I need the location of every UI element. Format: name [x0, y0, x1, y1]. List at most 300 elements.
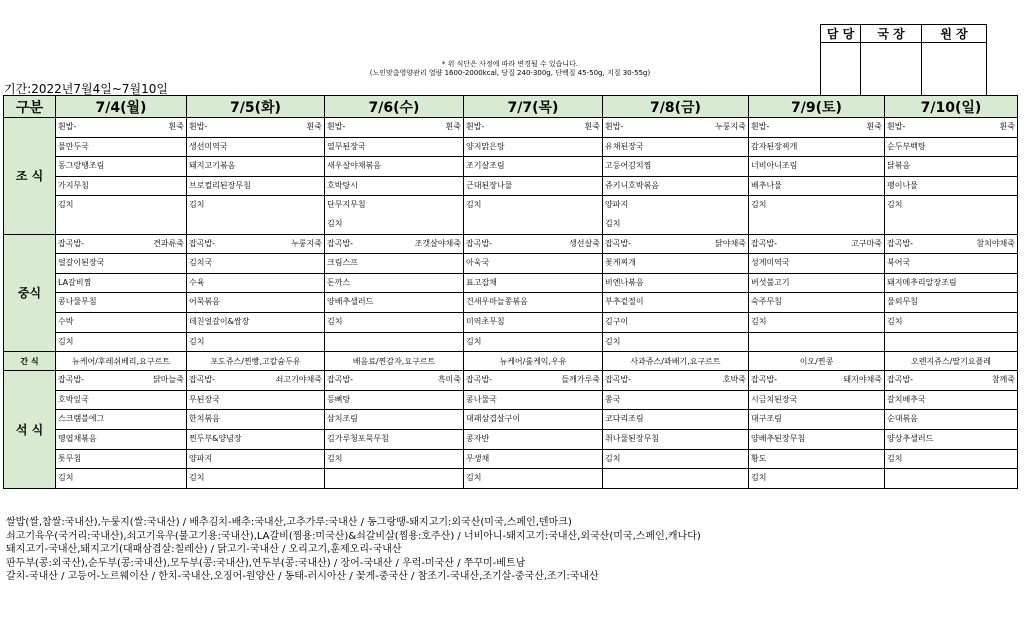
menu-item-name: 양파지 [605, 200, 629, 210]
menu-item [603, 410, 748, 430]
menu-item [187, 254, 324, 274]
snack-cell: 배음료/찐감자,요구르트 [325, 352, 464, 371]
menu-item [603, 215, 748, 234]
menu-item-name: 취나물된장무침 [605, 433, 660, 443]
menu-item [325, 313, 463, 333]
menu-item-name: 양배추된장무침 [751, 433, 806, 443]
menu-item [325, 293, 463, 313]
day-menu-cell [56, 234, 187, 352]
menu-item-name: 단무지무침 [327, 200, 366, 210]
menu-item [885, 157, 1017, 177]
menu-item-name: 김가루청포묵무침 [327, 433, 389, 443]
menu-item [749, 177, 884, 197]
approval-signature-head [922, 43, 987, 99]
day-menu-cell [464, 234, 603, 352]
menu-item [325, 391, 463, 411]
menu-item [325, 274, 463, 294]
empty-line [885, 333, 1017, 352]
menu-item-name: 한치볶음 [189, 414, 220, 424]
menu-item [325, 215, 463, 234]
menu-item [749, 196, 884, 215]
menu-item-name: 흰밥- [327, 122, 346, 131]
menu-item [325, 450, 463, 470]
menu-item-name: 어묵볶음 [189, 297, 220, 307]
menu-item-name: 김치 [58, 200, 74, 210]
menu-item-name: 팽이나물 [887, 180, 918, 190]
menu-item-name: 부추겉절이 [605, 297, 644, 307]
origin-line: 돼지고기-국내산,돼지고기(대패삼겹살:칠레산) / 닭고기-국내산 / 오리고기,훈제오리-국내산 [6, 544, 402, 555]
menu-item-name: 콩자반 [466, 433, 490, 443]
menu-item [749, 118, 884, 138]
menu-item-name: 김치 [466, 200, 482, 210]
menu-item-name: 성게미역국 [751, 258, 790, 268]
menu-item [464, 293, 602, 313]
menu-item [56, 469, 186, 488]
menu-item-name: 김치국 [189, 258, 213, 268]
menu-item-name: 김치 [751, 200, 767, 210]
day-menu-cell [187, 118, 325, 235]
origin-line: 쇠고기육우(국거리:국내산),쇠고기육우(불고기용:국내산),LA갈비(찜용:미국산)&쇠갈비살(찜용:호주산) / 너비아니-돼지고기:국내산,외국산(미국,스페인,캐나다) [6, 530, 701, 542]
menu-item-name: 흰밥- [189, 122, 208, 131]
day-menu-cell [464, 371, 603, 489]
menu-item [464, 333, 602, 352]
menu-item-name: 시금치된장국 [751, 394, 798, 404]
notice-line-2: (노인맞춤영양관리 열량 1600-2000kcal, 당질 240-300g, 단백질 45-50g, 지질 30-55g) [369, 69, 651, 77]
approval-label-head: 원 장 [922, 25, 987, 43]
snack-cell: 오렌지쥬스/딸기요플레 [885, 352, 1018, 371]
menu-item-name: 김치 [887, 316, 903, 326]
menu-item-name: 물외무침 [887, 297, 918, 307]
menu-item-name: 흰밥- [887, 122, 906, 131]
menu-item [56, 235, 186, 255]
day-menu-cell [325, 371, 464, 489]
menu-item [603, 157, 748, 177]
meal-label: 석 식 [4, 371, 56, 489]
menu-item [749, 138, 884, 158]
menu-item-name: 돼지메추리알장조림 [887, 277, 957, 287]
day-menu-cell [749, 371, 885, 489]
menu-item [464, 313, 602, 333]
menu-item-name: 호박잎국 [58, 394, 89, 404]
menu-item [325, 196, 463, 215]
empty-line [325, 469, 463, 488]
menu-item-name: 잡곡밥- [58, 238, 85, 248]
menu-item [325, 410, 463, 430]
menu-item [464, 450, 602, 470]
porridge-option: 흰죽 [445, 122, 461, 131]
menu-item-name: 돼지고기볶음 [189, 161, 236, 171]
menu-item [187, 235, 324, 255]
menu-item-name: 감자된장찌개 [751, 141, 798, 151]
period-label: 기간:2022년7월4일~7월10일 [4, 82, 168, 96]
menu-item [749, 450, 884, 470]
menu-item-name: 잡곡밥- [189, 375, 216, 385]
menu-item-name: 김치 [189, 473, 205, 483]
menu-item [749, 254, 884, 274]
menu-item-name: 김치 [466, 336, 482, 346]
menu-item [187, 118, 324, 138]
menu-item [325, 254, 463, 274]
menu-item-name: 열무된장국 [327, 141, 366, 151]
menu-item-name: 데친얼갈이&쌈장 [189, 316, 250, 326]
porridge-option: 호박죽 [722, 375, 746, 385]
meal-row [4, 234, 1018, 352]
menu-item-name: 북어국 [887, 258, 911, 268]
corner-label: 구분 [4, 96, 56, 118]
menu-item [603, 138, 748, 158]
menu-item [325, 177, 463, 197]
menu-item-name: 흰밥- [58, 122, 77, 131]
porridge-option: 누룽지죽 [715, 122, 746, 131]
menu-item [749, 274, 884, 294]
porridge-option: 쇠고기야채죽 [275, 375, 322, 385]
menu-item-name: 조기살조림 [466, 161, 505, 171]
menu-item [749, 313, 884, 333]
menu-item-name: 김치 [751, 473, 767, 483]
menu-item [56, 177, 186, 197]
menu-item-name: 대구조림 [751, 414, 782, 424]
menu-item [464, 274, 602, 294]
menu-item [885, 196, 1017, 215]
menu-item-name: 잡곡밥- [751, 375, 778, 385]
menu-item-name: 김치 [466, 473, 482, 483]
menu-item [56, 196, 186, 215]
menu-item [464, 177, 602, 197]
menu-item-name: 김치 [605, 453, 621, 463]
day-menu-cell [325, 234, 464, 352]
menu-item-name: 크림스프 [327, 258, 358, 268]
menu-item-name: 잡곡밥- [751, 238, 778, 248]
menu-item [603, 177, 748, 197]
menu-item [464, 469, 602, 488]
notice [300, 60, 720, 78]
menu-item-name: 아욱국 [466, 258, 490, 268]
snack-cell: 뉴케어/후레쉬베리,요구르트 [56, 352, 187, 371]
menu-item-name: 근대된장나물 [466, 180, 513, 190]
menu-item [885, 118, 1017, 138]
menu-item-name: 김치 [327, 218, 343, 228]
menu-item-name: 양배추샐러드 [327, 297, 374, 307]
approval-signature-staff [821, 43, 861, 99]
menu-item-name: 얼갈이된장국 [58, 258, 105, 268]
day-header: 7/4(월) [56, 96, 187, 118]
menu-item-name: 김치 [751, 316, 767, 326]
menu-item [56, 274, 186, 294]
menu-item-name: 흰밥- [605, 122, 624, 131]
menu-item-name: 무생채 [466, 453, 490, 463]
menu-item-name: 꽃게찌개 [605, 258, 636, 268]
menu-item [885, 430, 1017, 450]
menu-item-name: 잡곡밥- [466, 238, 493, 248]
menu-item [885, 410, 1017, 430]
menu-item [603, 333, 748, 352]
menu-item-name: 콩나물무침 [58, 297, 97, 307]
empty-line [749, 333, 884, 352]
day-header-row [4, 96, 1018, 118]
menu-item-name: 가지무침 [58, 180, 89, 190]
origin-line: 쌀밥(쌀,찹쌀:국내산),누룽지(쌀:국내산) / 배추김치-배추:국내산,고추가루:국내산 / 동그랑땡-돼지고기:외국산(미국,스페인,덴마크) [6, 517, 572, 528]
menu-item [187, 177, 324, 197]
day-menu-cell [56, 118, 187, 235]
approval-box [820, 24, 987, 99]
empty-line [603, 469, 748, 488]
menu-item [749, 157, 884, 177]
snack-cell: 포도쥬스/찐빵,고칼슘두유 [187, 352, 325, 371]
porridge-option: 닭마늘죽 [153, 375, 184, 385]
menu-item [885, 254, 1017, 274]
menu-item [187, 157, 324, 177]
porridge-option: 참깨죽 [991, 375, 1015, 385]
porridge-option: 흰죽 [584, 122, 600, 131]
menu-item-name: 버섯불고기 [751, 277, 790, 287]
menu-item [325, 430, 463, 450]
porridge-option: 참치야채죽 [976, 238, 1015, 248]
day-menu-cell [885, 234, 1018, 352]
menu-item [464, 254, 602, 274]
menu-item [885, 293, 1017, 313]
menu-item-name: 건새우마늘쫑볶음 [466, 297, 528, 307]
menu-item [603, 196, 748, 215]
menu-item-name: 김치 [887, 453, 903, 463]
menu-item [603, 274, 748, 294]
menu-item [464, 371, 602, 391]
menu-item-name: 숙주무침 [751, 297, 782, 307]
menu-item [885, 235, 1017, 255]
day-header: 7/5(화) [187, 96, 325, 118]
menu-item-name: 김치 [189, 336, 205, 346]
menu-item-name: 유채된장국 [605, 141, 644, 151]
menu-item [885, 138, 1017, 158]
menu-item-name: LA갈비찜 [58, 277, 92, 287]
menu-item [885, 391, 1017, 411]
menu-item-name: 수박 [58, 316, 74, 326]
menu-item-name: 황도 [751, 453, 767, 463]
menu-item [603, 430, 748, 450]
menu-item [603, 293, 748, 313]
menu-item-name: 스크램블에그 [58, 414, 105, 424]
origin-line: 갈치-국내산 / 고등어-노르웨이산 / 한치-국내산,오징어-원양산 / 동태-러시아산 / 꽃게-중국산 / 참조기-국내산,조기살-중국산,조기:국내산 [6, 571, 599, 582]
snack-cell: 이오/찐콩 [749, 352, 885, 371]
menu-item [603, 371, 748, 391]
menu-item-name: 톳무침 [58, 453, 82, 463]
menu-body [4, 118, 1018, 489]
snack-cell: 사과쥬스/꽈배기,요구르트 [603, 352, 749, 371]
menu-item-name: 김치 [887, 200, 903, 210]
menu-item-name: 잡곡밥- [327, 375, 354, 385]
menu-item [187, 313, 324, 333]
menu-item [187, 371, 324, 391]
menu-item [187, 450, 324, 470]
porridge-option: 고구마죽 [851, 238, 882, 248]
meal-row [4, 371, 1018, 489]
menu-item-name: 수육 [189, 277, 205, 287]
menu-item [56, 391, 186, 411]
menu-item [749, 293, 884, 313]
menu-item [749, 235, 884, 255]
menu-item [464, 157, 602, 177]
menu-item [187, 196, 324, 215]
menu-item-name: 너비아니조림 [751, 161, 798, 171]
menu-item [56, 333, 186, 352]
menu-item [187, 274, 324, 294]
day-menu-cell [749, 234, 885, 352]
day-menu-cell [885, 118, 1018, 235]
menu-item-name: 양지맑은탕 [466, 141, 505, 151]
empty-line [885, 469, 1017, 488]
day-header: 7/10(일) [885, 96, 1018, 118]
menu-item [325, 138, 463, 158]
menu-item [56, 450, 186, 470]
origin-notes [6, 516, 701, 584]
menu-item [187, 430, 324, 450]
menu-item [187, 293, 324, 313]
notice-line-1: * 위 식단은 사정에 따라 변경될 수 있습니다. [441, 60, 579, 68]
menu-item [56, 293, 186, 313]
menu-item-name: 콩나물국 [466, 394, 497, 404]
menu-item-name: 순대볶음 [887, 414, 918, 424]
day-menu-cell [885, 371, 1018, 489]
meal-label: 조 식 [4, 118, 56, 235]
menu-item-name: 잡곡밥- [466, 375, 493, 385]
day-menu-cell [56, 371, 187, 489]
menu-item-name: 미역초무침 [466, 316, 505, 326]
day-header: 7/7(목) [464, 96, 603, 118]
menu-item [56, 157, 186, 177]
menu-item [56, 371, 186, 391]
menu-item [749, 430, 884, 450]
menu-item-name: 물만두국 [58, 141, 89, 151]
menu-item [56, 430, 186, 450]
menu-item [885, 450, 1017, 470]
menu-item-name: 쫑국 [605, 394, 621, 404]
menu-item-name: 잡곡밥- [605, 375, 632, 385]
menu-item-name: 잡곡밥- [887, 375, 914, 385]
menu-item [325, 118, 463, 138]
porridge-option: 흰죽 [168, 122, 184, 131]
snack-row [4, 352, 1018, 371]
menu-item-name: 생선미역국 [189, 141, 228, 151]
menu-item [187, 138, 324, 158]
snack-cell: 뉴케어/롤케익,우유 [464, 352, 603, 371]
menu-item [749, 410, 884, 430]
menu-item [885, 177, 1017, 197]
menu-item-name: 배추나물 [751, 180, 782, 190]
menu-item-name: 김치 [58, 473, 74, 483]
day-header: 7/8(금) [603, 96, 749, 118]
menu-item-name: 김치 [327, 453, 343, 463]
menu-item-name: 잡곡밥- [887, 238, 914, 248]
menu-item [325, 157, 463, 177]
porridge-option: 흰죽 [306, 122, 322, 131]
menu-item [56, 313, 186, 333]
porridge-option: 견과류죽 [153, 238, 184, 248]
menu-item-name: 돈까스 [327, 277, 351, 287]
menu-item [187, 410, 324, 430]
porridge-option: 흑미죽 [437, 375, 461, 385]
menu-item [187, 333, 324, 352]
approval-label-staff: 담 당 [821, 25, 861, 43]
empty-line [325, 333, 463, 352]
day-menu-cell [187, 234, 325, 352]
menu-item [464, 196, 602, 215]
approval-label-director: 국 장 [861, 25, 922, 43]
menu-item-name: 김치 [605, 218, 621, 228]
menu-item [603, 391, 748, 411]
menu-item-name: 새우살야채볶음 [327, 161, 382, 171]
menu-item-name: 잡곡밥- [189, 238, 216, 248]
menu-item-name: 비엔나볶음 [605, 277, 644, 287]
menu-item-name: 잡곡밥- [58, 375, 85, 385]
day-menu-cell [325, 118, 464, 235]
porridge-option: 생선살죽 [569, 238, 600, 248]
porridge-option: 들깨가루죽 [561, 375, 600, 385]
origin-line: 판두부(콩:외국산),순두부(콩:국내산),모두부(콩:국내산),연두부(콩:국내산) / 장어-국내산 / 우럭-미국산 / 쭈꾸미-베트남 [6, 557, 526, 569]
porridge-option: 돼지야채죽 [843, 375, 882, 385]
menu-item-name: 잡곡밥- [605, 238, 632, 248]
day-menu-cell [603, 234, 749, 352]
menu-item-name: 김치 [189, 200, 205, 210]
menu-item-name: 순두부백탕 [887, 141, 926, 151]
menu-item [464, 410, 602, 430]
menu-item [885, 313, 1017, 333]
meal-label: 중식 [4, 234, 56, 352]
menu-item [885, 371, 1017, 391]
day-menu-cell [603, 118, 749, 235]
menu-item-name: 코다리조림 [605, 414, 644, 424]
menu-item [464, 430, 602, 450]
porridge-option: 흰죽 [999, 122, 1015, 131]
menu-item-name: 호박탕시 [327, 180, 358, 190]
menu-item-name: 김치 [58, 336, 74, 346]
menu-item-name: 브로컬리된장무침 [189, 180, 251, 190]
day-menu-cell [187, 371, 325, 489]
porridge-option: 흰죽 [866, 122, 882, 131]
menu-item-name: 잡곡밥- [327, 238, 354, 248]
menu-item-name: 명엽채볶음 [58, 433, 97, 443]
menu-item-name: 찐두부&양념장 [189, 433, 242, 443]
menu-item-name: 갈치배추국 [887, 394, 926, 404]
menu-item [603, 254, 748, 274]
menu-item [464, 391, 602, 411]
menu-item-name: 등뼈탕 [327, 394, 351, 404]
approval-signature-director [861, 43, 922, 99]
menu-item-name: 표고잡채 [466, 277, 497, 287]
menu-item-name: 동그랑땡조림 [58, 161, 105, 171]
menu-item [187, 391, 324, 411]
menu-item [325, 371, 463, 391]
menu-item [464, 235, 602, 255]
menu-item-name: 삼치조림 [327, 414, 358, 424]
menu-item [56, 118, 186, 138]
menu-item [325, 235, 463, 255]
menu-item-name: 고등어김치찜 [605, 161, 652, 171]
menu-item-name: 흰밥- [751, 122, 770, 131]
menu-item-name: 김구이 [605, 316, 629, 326]
menu-item [749, 469, 884, 488]
menu-item [56, 410, 186, 430]
porridge-option: 닭야채죽 [715, 238, 746, 248]
menu-item-name: 대패삼겹살구이 [466, 414, 521, 424]
day-menu-cell [464, 118, 603, 235]
snack-label: 간 식 [4, 352, 56, 371]
menu-item [749, 371, 884, 391]
day-header: 7/6(수) [325, 96, 464, 118]
menu-item [885, 274, 1017, 294]
day-menu-cell [749, 118, 885, 235]
menu-item-name: 김치 [605, 336, 621, 346]
menu-item [749, 391, 884, 411]
porridge-option: 누룽지죽 [291, 238, 322, 248]
